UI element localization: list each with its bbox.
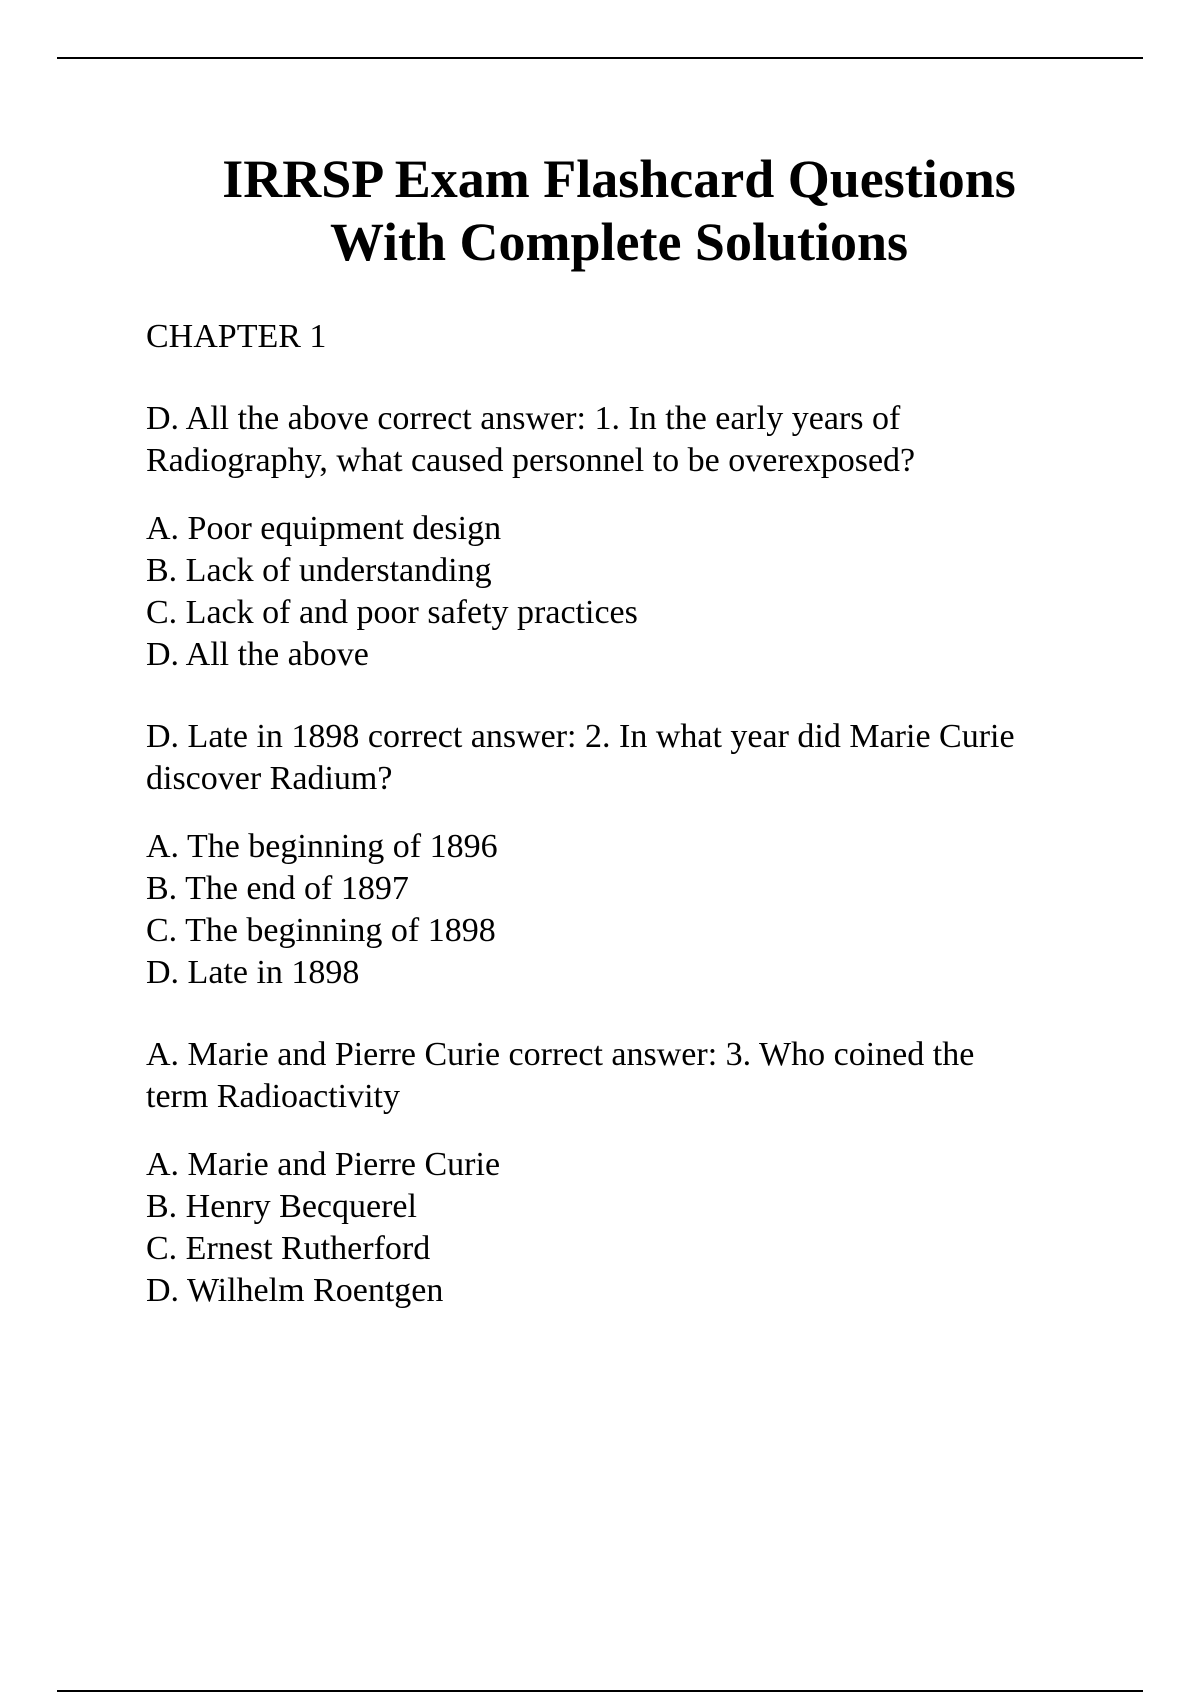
question-line: A. Marie and Pierre Curie correct answer: 3. Who coined the [146,1036,975,1073]
question-line: term Radioactivity [146,1078,400,1115]
answer-options [146,1144,1146,1312]
answer-option: B. Henry Becquerel [146,1188,417,1225]
question-line: discover Radium? [146,760,393,797]
question-line: D. All the above correct answer: 1. In the early years of [146,400,901,437]
title-line-1: IRRSP Exam Flashcard Questions [222,149,1016,209]
flashcard-1 [146,398,1146,676]
top-rule [57,57,1143,59]
question-text [146,398,1146,482]
answer-option: D. All the above [146,636,369,673]
answer-option: C. Lack of and poor safety practices [146,594,638,631]
title-line-2: With Complete Solutions [329,212,909,272]
answer-option: A. The beginning of 1896 [146,828,498,865]
document-title [0,148,1200,274]
flashcard-3 [146,1034,1146,1312]
flashcard-2 [146,716,1146,994]
answer-options [146,826,1146,994]
answer-option: C. Ernest Rutherford [146,1230,431,1267]
answer-option: A. Poor equipment design [146,510,502,547]
question-line: D. Late in 1898 correct answer: 2. In what year did Marie Curie [146,718,1015,755]
answer-option: A. Marie and Pierre Curie [146,1146,501,1183]
question-line: Radiography, what caused personnel to be overexposed? [146,442,916,479]
answer-option: B. The end of 1897 [146,870,409,907]
answer-option: D. Late in 1898 [146,954,360,991]
answer-option: B. Lack of understanding [146,552,492,589]
document-body [146,316,1146,1352]
question-text [146,1034,1146,1118]
bottom-rule [57,1690,1143,1692]
answer-option: D. Wilhelm Roentgen [146,1272,444,1309]
answer-option: C. The beginning of 1898 [146,912,496,949]
chapter-heading: CHAPTER 1 [146,318,327,355]
answer-options [146,508,1146,676]
question-text [146,716,1146,800]
